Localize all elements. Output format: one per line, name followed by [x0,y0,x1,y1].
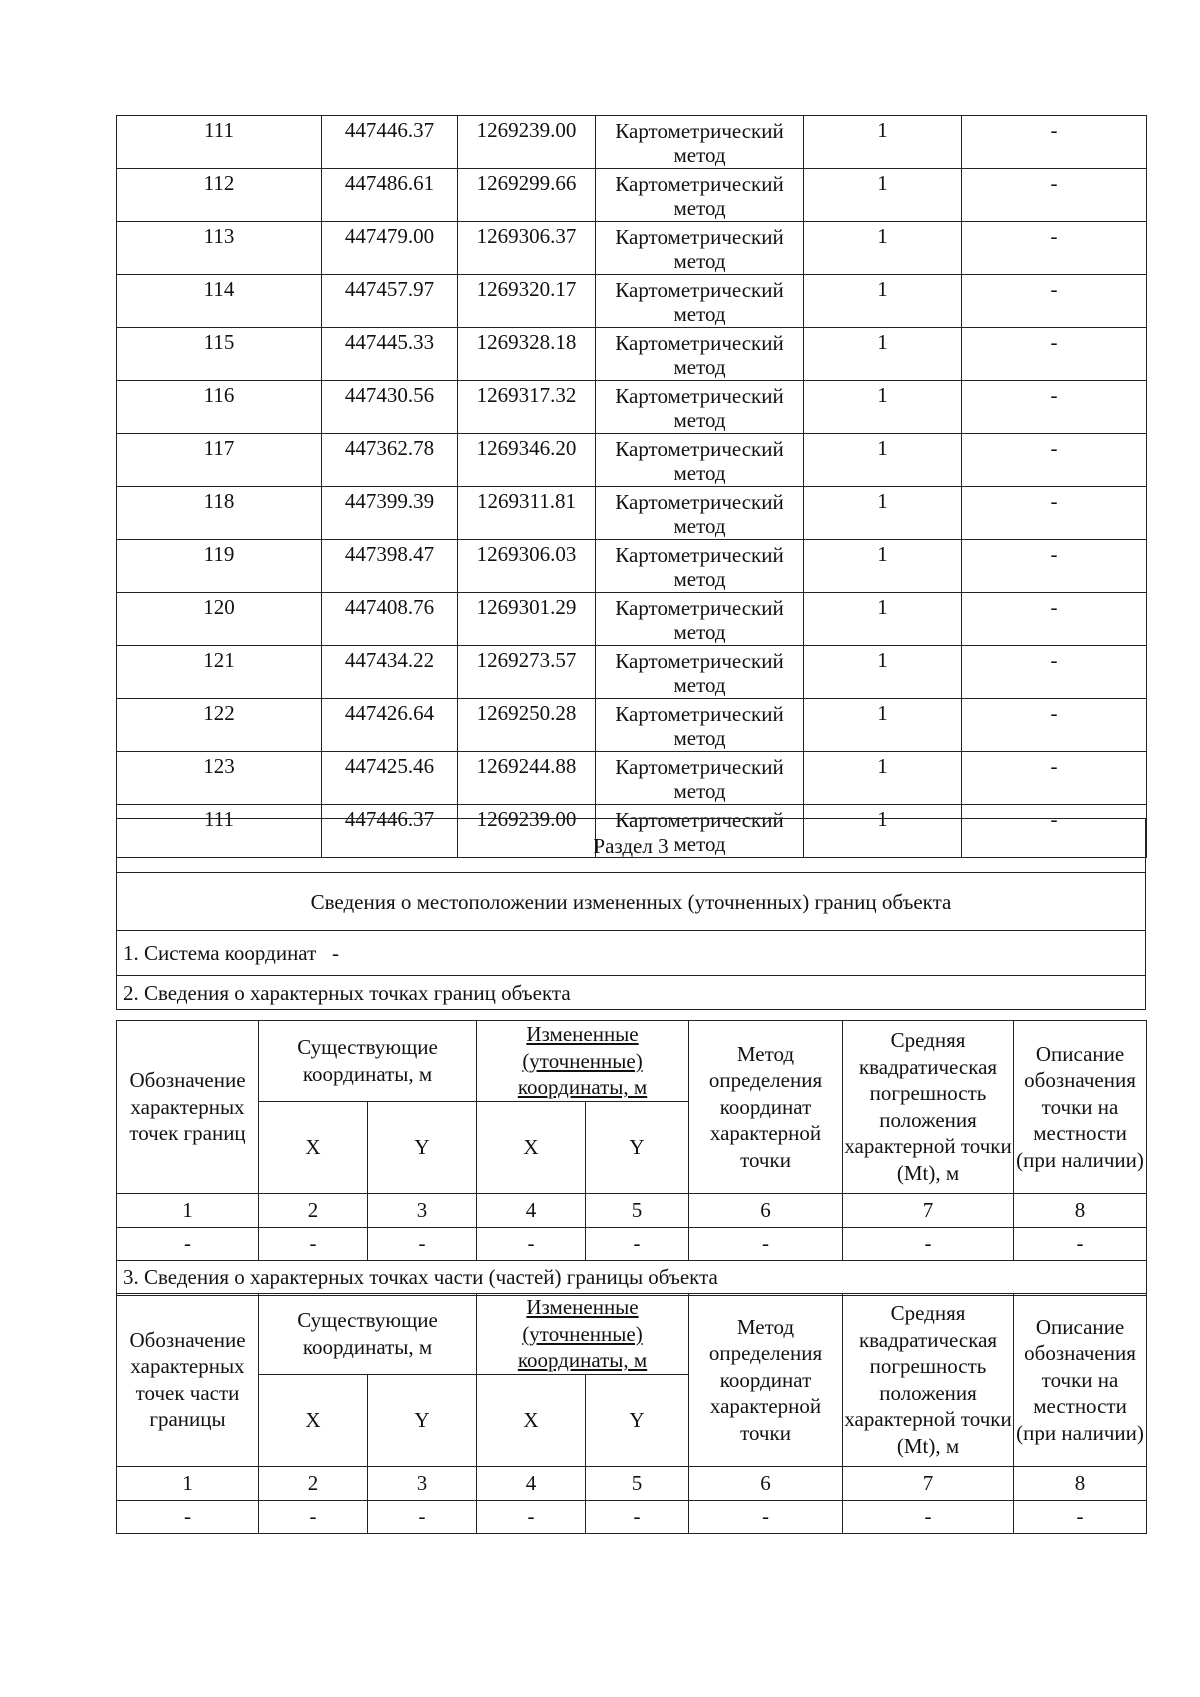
method-line: метод [673,461,726,485]
section-subtitle: Сведения о местоположении измененных (уточненных) границ объекта [117,873,1146,931]
col-number: 8 [1014,1193,1147,1227]
cell-y: 1269311.81 [458,487,596,540]
cell-x: 447446.37 [322,805,458,858]
cell-x: 447362.78 [322,434,458,487]
header-x-existing: X [259,1374,368,1466]
cell-y: 1269273.57 [458,646,596,699]
cell-desc: - [962,646,1147,699]
method-line: Картометрический [615,437,784,461]
method-line: Картометрический [615,490,784,514]
method-line: метод [673,726,726,750]
method-line: метод [673,249,726,273]
cell-method [596,434,804,487]
cell-accuracy: 1 [804,328,962,381]
header-designation: Обозначение характерных точек границ [117,1021,259,1194]
method-line: Картометрический [615,172,784,196]
coordinate-row [117,381,1147,434]
data-cell: - [843,1227,1014,1260]
cell-accuracy: 1 [804,222,962,275]
cell-method [596,593,804,646]
coordinate-row [117,222,1147,275]
coordinate-row [117,116,1147,169]
cell-desc: - [962,116,1147,169]
method-line: Картометрический [615,702,784,726]
cell-method [596,169,804,222]
cell-y: 1269301.29 [458,593,596,646]
header-y-existing: Y [368,1101,477,1193]
header-description: Описание обозначения точки на местности (при наличии) [1014,1021,1147,1194]
method-line: метод [673,620,726,644]
col-number: 3 [368,1193,477,1227]
cell-x: 447430.56 [322,381,458,434]
data-cell: - [586,1227,689,1260]
cell-method [596,646,804,699]
part-boundary-points-table [116,1293,1147,1534]
header-y-existing: Y [368,1374,477,1466]
col-number: 7 [843,1466,1014,1500]
method-line: метод [673,196,726,220]
cell-y: 1269317.32 [458,381,596,434]
header-error: Средняя квадратическая погрешность положения характерной точки (Mt), м [843,1021,1014,1194]
data-cell: - [259,1227,368,1260]
coordinate-row [117,487,1147,540]
header-changed-coords-text: Измененные (уточненные) координаты, м [517,1295,648,1372]
cell-x: 447425.46 [322,752,458,805]
cell-method [596,328,804,381]
part-points-heading: 3. Сведения о характерных точках части (частей) границы объекта [117,1260,1147,1295]
cell-num: 115 [117,328,322,381]
method-line: Картометрический [615,331,784,355]
col-number: 5 [586,1466,689,1500]
cell-num: 122 [117,699,322,752]
method-line: Картометрический [615,278,784,302]
cell-y: 1269244.88 [458,752,596,805]
cell-x: 447399.39 [322,487,458,540]
header-y-changed: Y [586,1101,689,1193]
cell-accuracy: 1 [804,169,962,222]
method-line: метод [673,567,726,591]
method-line: метод [673,143,726,167]
col-number: 8 [1014,1466,1147,1500]
col-number: 5 [586,1193,689,1227]
data-cell: - [843,1500,1014,1533]
data-cell: - [689,1500,843,1533]
cell-method [596,381,804,434]
cell-desc: - [962,752,1147,805]
cell-x: 447426.64 [322,699,458,752]
cell-desc: - [962,593,1147,646]
header-x-changed: X [477,1374,586,1466]
cell-desc: - [962,381,1147,434]
data-cell: - [586,1500,689,1533]
method-line: Картометрический [615,543,784,567]
cell-accuracy: 1 [804,116,962,169]
method-line: Картометрический [615,755,784,779]
col-number: 3 [368,1466,477,1500]
points-heading: 2. Сведения о характерных точках границ объекта [117,976,1146,1010]
coordinate-row [117,699,1147,752]
cell-num: 111 [117,116,322,169]
header-existing-coords: Существующие координаты, м [259,1294,477,1375]
col-number: 1 [117,1466,259,1500]
header-x-existing: X [259,1101,368,1193]
coord-system-value: - [332,941,340,965]
col-number: 7 [843,1193,1014,1227]
data-cell: - [1014,1227,1147,1260]
col-number: 4 [477,1466,586,1500]
data-cell: - [117,1227,259,1260]
method-line: Картометрический [615,119,784,143]
method-line: Картометрический [615,649,784,673]
header-description: Описание обозначения точки на местности (при наличии) [1014,1294,1147,1467]
cell-num: 123 [117,752,322,805]
method-line: метод [673,832,726,856]
coord-system-row [117,931,1146,976]
cell-x: 447434.22 [322,646,458,699]
method-line: метод [673,408,726,432]
cell-y: 1269346.20 [458,434,596,487]
cell-method [596,222,804,275]
cell-method [596,752,804,805]
data-cell: - [689,1227,843,1260]
coordinate-row [117,275,1147,328]
cell-y: 1269299.66 [458,169,596,222]
header-changed-coords [477,1021,689,1102]
col-number: 2 [259,1466,368,1500]
cell-accuracy: 1 [804,752,962,805]
data-cell: - [368,1500,477,1533]
cell-y: 1269320.17 [458,275,596,328]
cell-num: 114 [117,275,322,328]
cell-num: 117 [117,434,322,487]
cell-y: 1269250.28 [458,699,596,752]
method-line: Картометрический [615,596,784,620]
cell-accuracy: 1 [804,540,962,593]
method-line: Картометрический [615,225,784,249]
header-changed-coords [477,1294,689,1375]
section3-header-table [116,818,1146,1010]
cell-y: 1269306.03 [458,540,596,593]
method-line: Картометрический [615,808,784,832]
cell-desc: - [962,487,1147,540]
coordinates-table [116,115,1147,858]
cell-desc: - [962,222,1147,275]
cell-x: 447457.97 [322,275,458,328]
cell-num: 113 [117,222,322,275]
col-number: 6 [689,1466,843,1500]
cell-y: 1269328.18 [458,328,596,381]
cell-x: 447398.47 [322,540,458,593]
cell-num: 120 [117,593,322,646]
data-cell: - [259,1500,368,1533]
coordinates-table-body [117,116,1147,858]
method-line: метод [673,673,726,697]
coordinate-row [117,328,1147,381]
cell-accuracy: 1 [804,487,962,540]
coordinate-row [117,434,1147,487]
data-cell: - [477,1227,586,1260]
cell-num: 111 [117,805,322,858]
data-cell: - [117,1500,259,1533]
header-x-changed: X [477,1101,586,1193]
cell-desc: - [962,540,1147,593]
col-number: 6 [689,1193,843,1227]
coordinate-row [117,169,1147,222]
cell-accuracy: 1 [804,275,962,328]
method-line: метод [673,779,726,803]
cell-desc: - [962,805,1147,858]
cell-accuracy: 1 [804,646,962,699]
cell-x: 447445.33 [322,328,458,381]
cell-x: 447446.37 [322,116,458,169]
method-line: метод [673,302,726,326]
cell-accuracy: 1 [804,434,962,487]
cell-num: 112 [117,169,322,222]
cell-desc: - [962,699,1147,752]
header-changed-coords-text: Измененные (уточненные) координаты, м [517,1022,648,1099]
header-method: Метод определения координат характерной точки [689,1294,843,1467]
method-line: метод [673,355,726,379]
cell-method [596,275,804,328]
cell-y: 1269239.00 [458,116,596,169]
cell-desc: - [962,169,1147,222]
data-cell: - [1014,1500,1147,1533]
section-title: Раздел 3 [117,819,1146,873]
cell-desc: - [962,328,1147,381]
coordinate-row [117,646,1147,699]
header-error: Средняя квадратическая погрешность положения характерной точки (Mt), м [843,1294,1014,1467]
cell-method [596,116,804,169]
cell-desc: - [962,275,1147,328]
data-cell: - [368,1227,477,1260]
cell-y: 1269239.00 [458,805,596,858]
col-number: 4 [477,1193,586,1227]
method-line: метод [673,514,726,538]
cell-accuracy: 1 [804,699,962,752]
header-existing-coords: Существующие координаты, м [259,1021,477,1102]
coordinate-row [117,593,1147,646]
data-cell: - [477,1500,586,1533]
col-number: 1 [117,1193,259,1227]
boundary-points-table [116,1020,1147,1296]
coord-system-label: 1. Система координат [123,941,317,965]
cell-accuracy: 1 [804,381,962,434]
cell-num: 118 [117,487,322,540]
cell-method [596,487,804,540]
cell-method [596,699,804,752]
header-designation: Обозначение характерных точек части границы [117,1294,259,1467]
cell-num: 119 [117,540,322,593]
cell-y: 1269306.37 [458,222,596,275]
method-line: Картометрический [615,384,784,408]
cell-x: 447486.61 [322,169,458,222]
header-y-changed: Y [586,1374,689,1466]
col-number: 2 [259,1193,368,1227]
cell-num: 116 [117,381,322,434]
cell-x: 447408.76 [322,593,458,646]
cell-method [596,540,804,593]
coordinate-row [117,540,1147,593]
cell-accuracy: 1 [804,805,962,858]
cell-x: 447479.00 [322,222,458,275]
coordinate-row [117,752,1147,805]
header-method: Метод определения координат характерной точки [689,1021,843,1194]
cell-accuracy: 1 [804,593,962,646]
cell-num: 121 [117,646,322,699]
cell-desc: - [962,434,1147,487]
